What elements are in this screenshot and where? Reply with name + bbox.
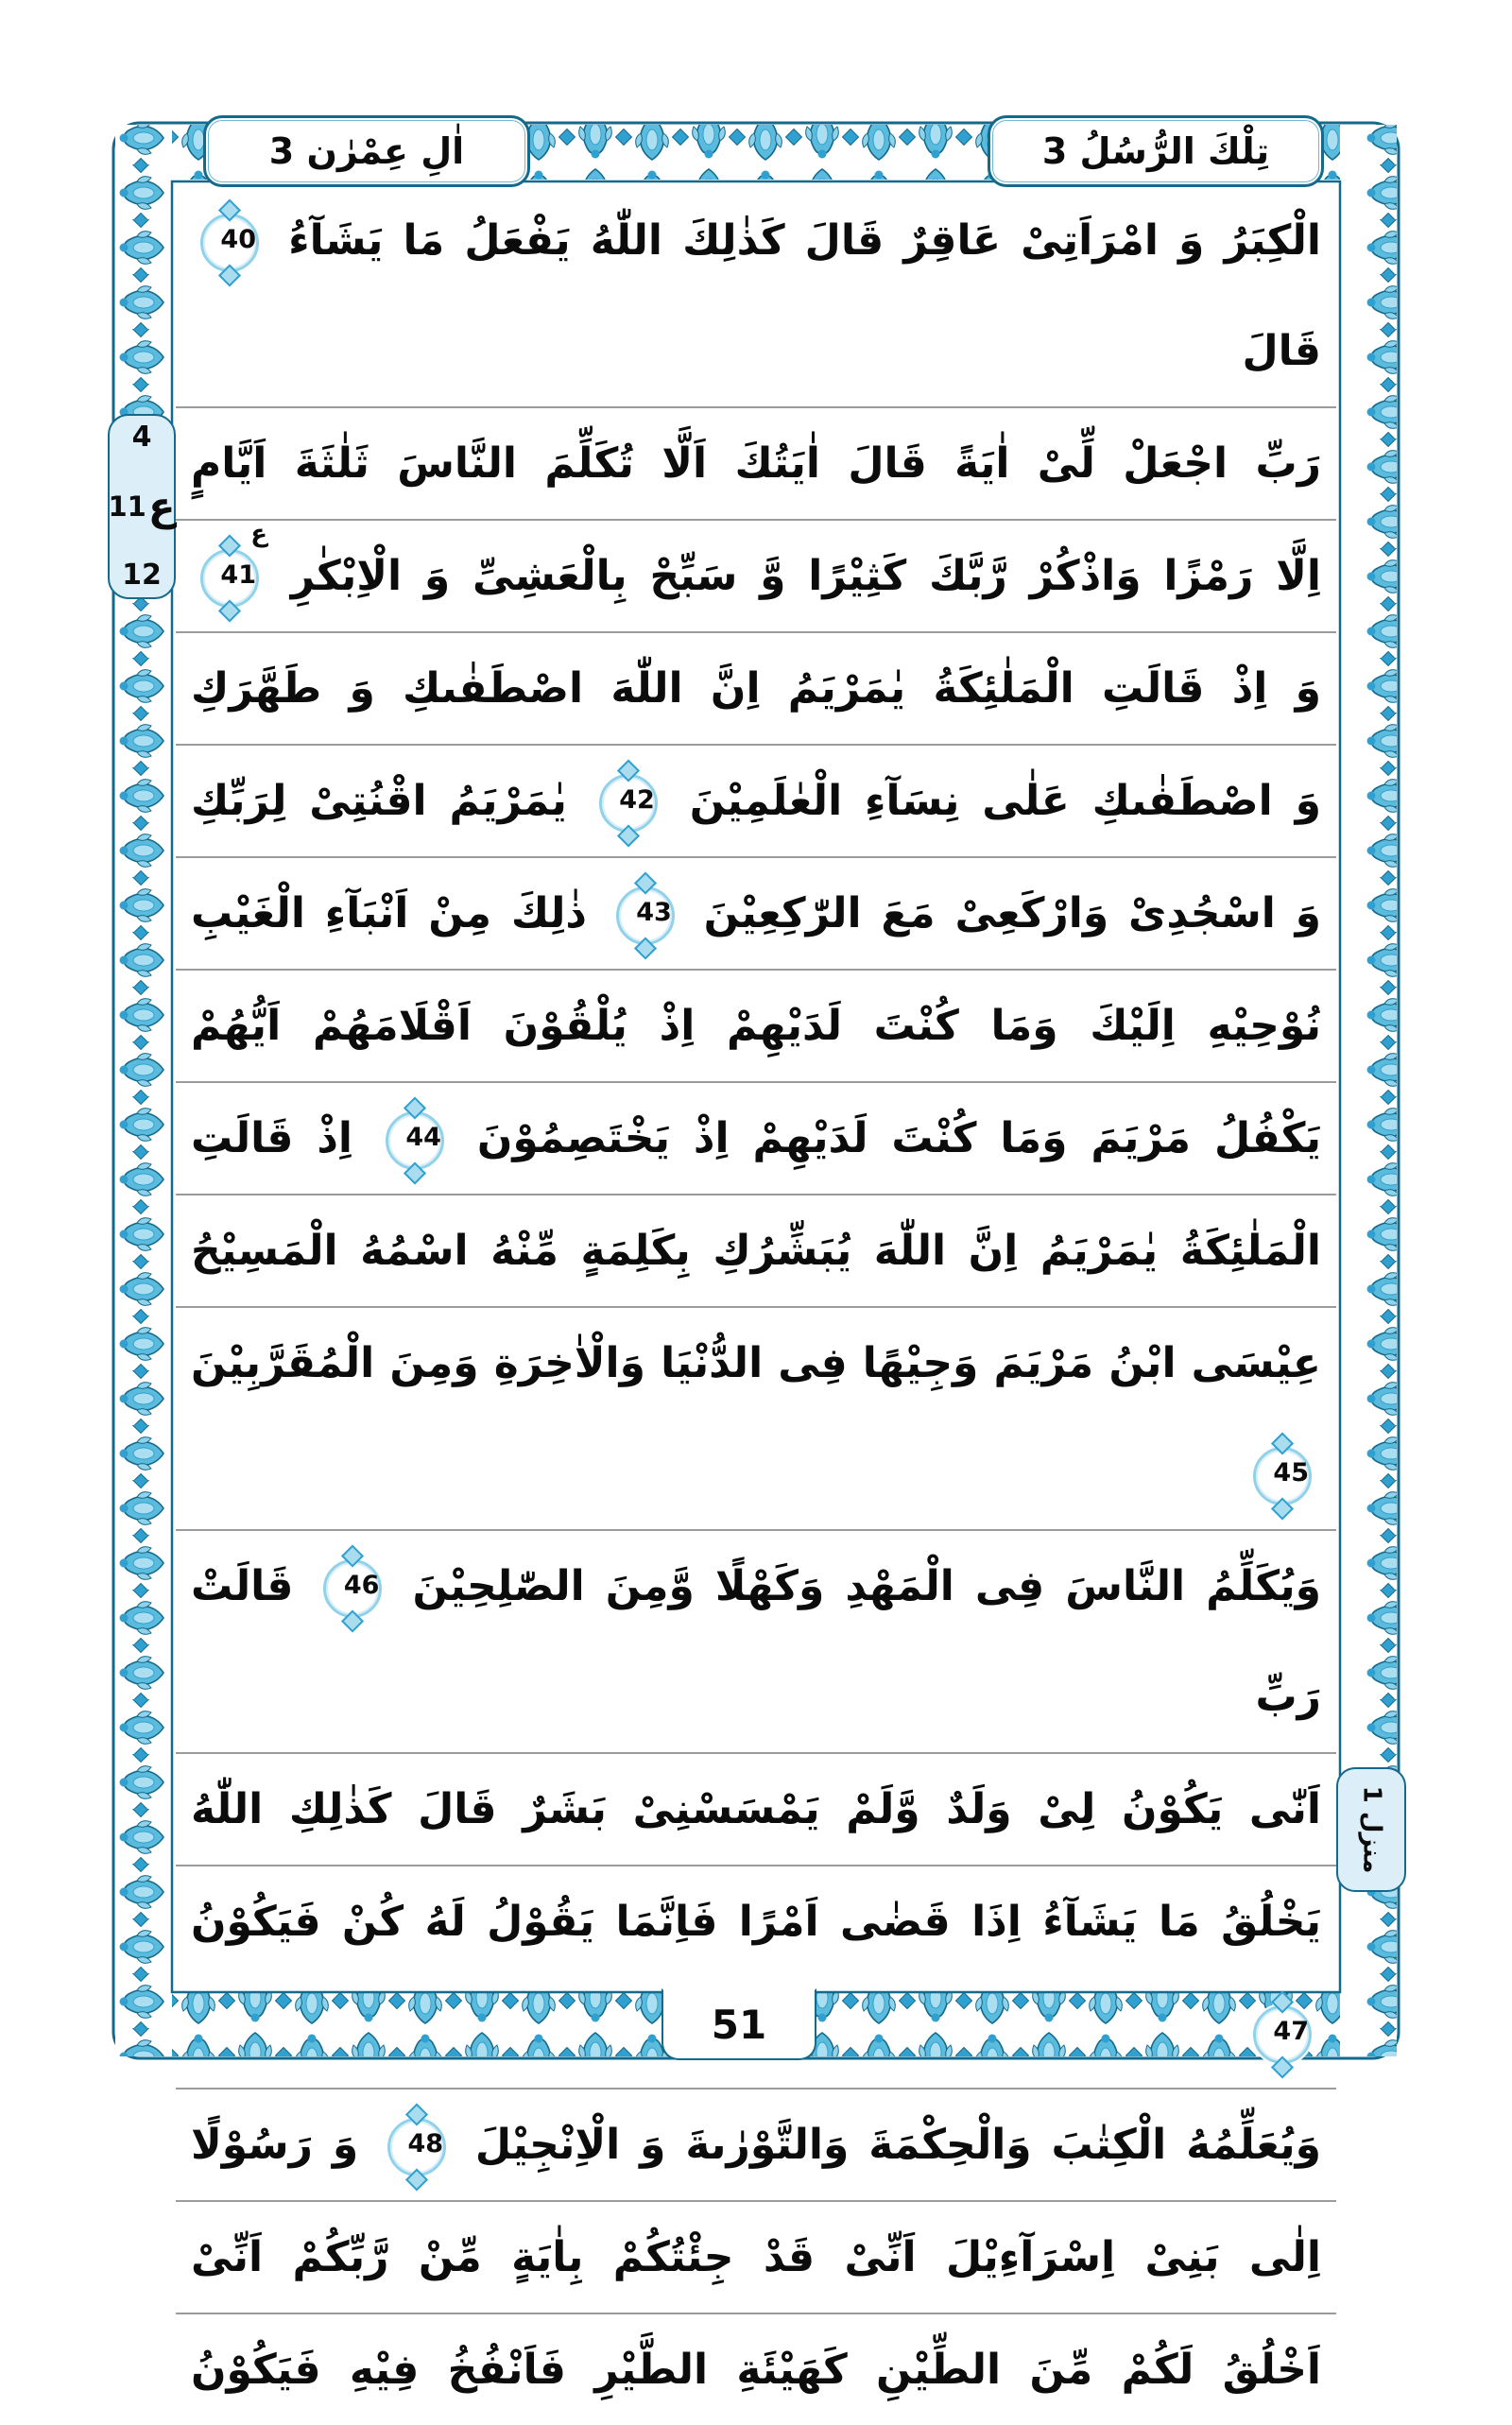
- ayah-number-medallion: [200, 520, 267, 608]
- ayah-text: يَكْفُلُ مَرْيَمَ وَمَا كُنْتَ لَدَيْهِمْ اِذْ يَخْتَصِمُوْنَ: [476, 1114, 1321, 1162]
- surah-name-cartouche: [203, 115, 530, 187]
- ayah-text: اَخْلُقُ لَكُمْ مِّنَ الطِّيْنِ كَهَيْئَةِ الطَّيْرِ فَاَنْفُخُ فِيْهِ فَيَكُوْنُ: [191, 2346, 1321, 2394]
- ruku-ain-row: [108, 483, 176, 529]
- quran-line: [176, 1194, 1336, 1306]
- ayah-text: وَ رَسُوْلًا: [191, 2121, 359, 2169]
- ruku-marker-tab: [108, 414, 176, 599]
- ruku-surah-count: 4: [131, 421, 152, 454]
- ayah-text: ذٰلِكَ مِنْ اَنْبَآءِ الْغَيْبِ: [191, 889, 587, 937]
- ayah-text: عِيْسَى ابْنُ مَرْيَمَ وَجِيْهًا فِى الدُّنْيَا وَالْاٰخِرَةِ وَمِنَ الْمُقَرَّبِيْنَ: [191, 1339, 1321, 1387]
- quran-line: [176, 631, 1336, 744]
- ayah-number-medallion: [1253, 1447, 1312, 1505]
- ruku-bottom-count: 12: [122, 559, 162, 592]
- ayah-text: نُوْحِيْهِ اِلَيْكَ وَمَا كُنْتَ لَدَيْهِمْ اِذْ يُلْقُوْنَ اَقْلَامَهُمْ اَيُّهُمْ: [191, 1002, 1321, 1050]
- ayah-number-medallion: [387, 2118, 446, 2176]
- ayah-text: وَ اِذْ قَالَتِ الْمَلٰئِكَةُ يٰمَرْيَمُ اِنَّ اللّٰهَ اصْطَفٰىكِ وَ طَهَّرَكِ: [191, 664, 1321, 713]
- manzil-marker-tab: [1336, 1767, 1406, 1892]
- manzil-label: منزل 1: [1357, 1785, 1385, 1874]
- ayah-number-medallion: [386, 1111, 444, 1170]
- ayah-text: الْكِبَرُ وَ امْرَاَتِىْ عَاقِرٌ قَالَ كَذٰلِكَ اللّٰهُ يَفْعَلُ مَا يَشَآءُ: [288, 216, 1321, 265]
- ayah-number-medallion: [599, 774, 658, 833]
- quran-line: [176, 2088, 1336, 2200]
- ayah-number-medallion: [323, 1559, 382, 1618]
- quran-line: [176, 2313, 1336, 2425]
- quran-line: [176, 406, 1336, 519]
- quran-line: [176, 185, 1336, 406]
- ruku-juz-count: 11: [108, 490, 146, 523]
- ayah-number: 44: [405, 1123, 441, 1152]
- quran-line: [176, 1306, 1336, 1529]
- ayah-text: اِلَّا رَمْزًا وَاذْكُرْ رَّبَّكَ كَثِيْرًا وَّ سَبِّحْ بِالْعَشِىِّ وَ الْاِبْكٰرِ: [290, 552, 1321, 600]
- ayah-number: 42: [619, 785, 655, 815]
- ayah-text: يَخْلُقُ مَا يَشَآءُ اِذَا قَضٰى اَمْرًا فَاِنَّمَا يَقُوْلُ لَهُ كُنْ فَيَكُوْنُ: [191, 1898, 1321, 1946]
- quran-line: [176, 1529, 1336, 1752]
- ayah-number: 46: [343, 1571, 380, 1600]
- juz-name-cartouche: [988, 115, 1324, 187]
- ayah-number-medallion: [616, 886, 675, 945]
- ayah-number: 43: [636, 898, 672, 927]
- ayah-number: 41: [220, 560, 256, 590]
- quran-line: [176, 2200, 1336, 2313]
- ayah-text: رَبِّ اجْعَلْ لِّىْ اٰيَةً قَالَ اٰيَتُكَ اَلَّا تُكَلِّمَ النَّاسَ ثَلٰثَةَ اَيَّامٍ: [191, 439, 1321, 488]
- ayah-number-medallion: [200, 214, 259, 272]
- ayah-text: اَنّٰى يَكُوْنُ لِىْ وَلَدٌ وَّلَمْ يَمْسَسْنِىْ بَشَرٌ قَالَ كَذٰلِكِ اللّٰهُ: [191, 1785, 1321, 1833]
- page-number: 51: [711, 2001, 767, 2048]
- ayah-number: 45: [1273, 1458, 1309, 1488]
- quran-line: [176, 1752, 1336, 1865]
- ayah-text: وَيُعَلِّمُهُ الْكِتٰبَ وَالْحِكْمَةَ وَالتَّوْرٰىةَ وَ الْاِنْجِيْلَ: [474, 2121, 1321, 2169]
- ayah-text: الْمَلٰئِكَةُ يٰمَرْيَمُ اِنَّ اللّٰهَ يُبَشِّرُكِ بِكَلِمَةٍ مِّنْهُ اسْمُهُ الْمَسِيْحُ: [191, 1227, 1321, 1275]
- ayah-text: وَيُكَلِّمُ النَّاسَ فِى الْمَهْدِ وَكَهْلًا وَّمِنَ الصّٰلِحِيْنَ: [412, 1562, 1321, 1610]
- ayah-text: اِذْ قَالَتِ: [191, 1114, 352, 1162]
- ayah-text: قَالَتْ رَبِّ: [191, 1562, 1321, 1721]
- quran-line: [176, 856, 1336, 969]
- ayah-text: قَالَ: [1242, 327, 1321, 375]
- quran-line: [176, 1081, 1336, 1194]
- ayah-number-medallion: [1253, 2005, 1312, 2064]
- ayah-number: 47: [1273, 2017, 1309, 2046]
- ayah-text: وَ اصْطَفٰىكِ عَلٰى نِسَآءِ الْعٰلَمِيْنَ: [689, 777, 1321, 825]
- ayah-text: وَ اسْجُدِىْ وَارْكَعِىْ مَعَ الرّٰكِعِيْنَ: [703, 889, 1321, 937]
- ruku-ain-letter: ع: [147, 483, 176, 529]
- quran-line: [176, 969, 1336, 1081]
- ayah-text: يٰمَرْيَمُ اقْنُتِىْ لِرَبِّكِ: [191, 777, 567, 825]
- ayah-text: اِلٰى بَنِىْ اِسْرَآءِيْلَ اَنِّىْ قَدْ جِئْتُكُمْ بِاٰيَةٍ مِّنْ رَّبِّكُمْ اَنِّىْ: [191, 2233, 1321, 2281]
- quran-line: [176, 744, 1336, 856]
- quran-line: [176, 519, 1336, 631]
- juz-name-label: تِلْكَ الرُّسُلُ 3: [1041, 130, 1270, 172]
- ruku-ain-mark: ع: [250, 520, 267, 548]
- ayah-number: 48: [407, 2129, 444, 2158]
- surah-name-label: اٰلِ عِمْرٰن 3: [268, 130, 465, 172]
- ayah-number: 40: [220, 225, 256, 254]
- page-number-cartouche: [662, 1988, 816, 2060]
